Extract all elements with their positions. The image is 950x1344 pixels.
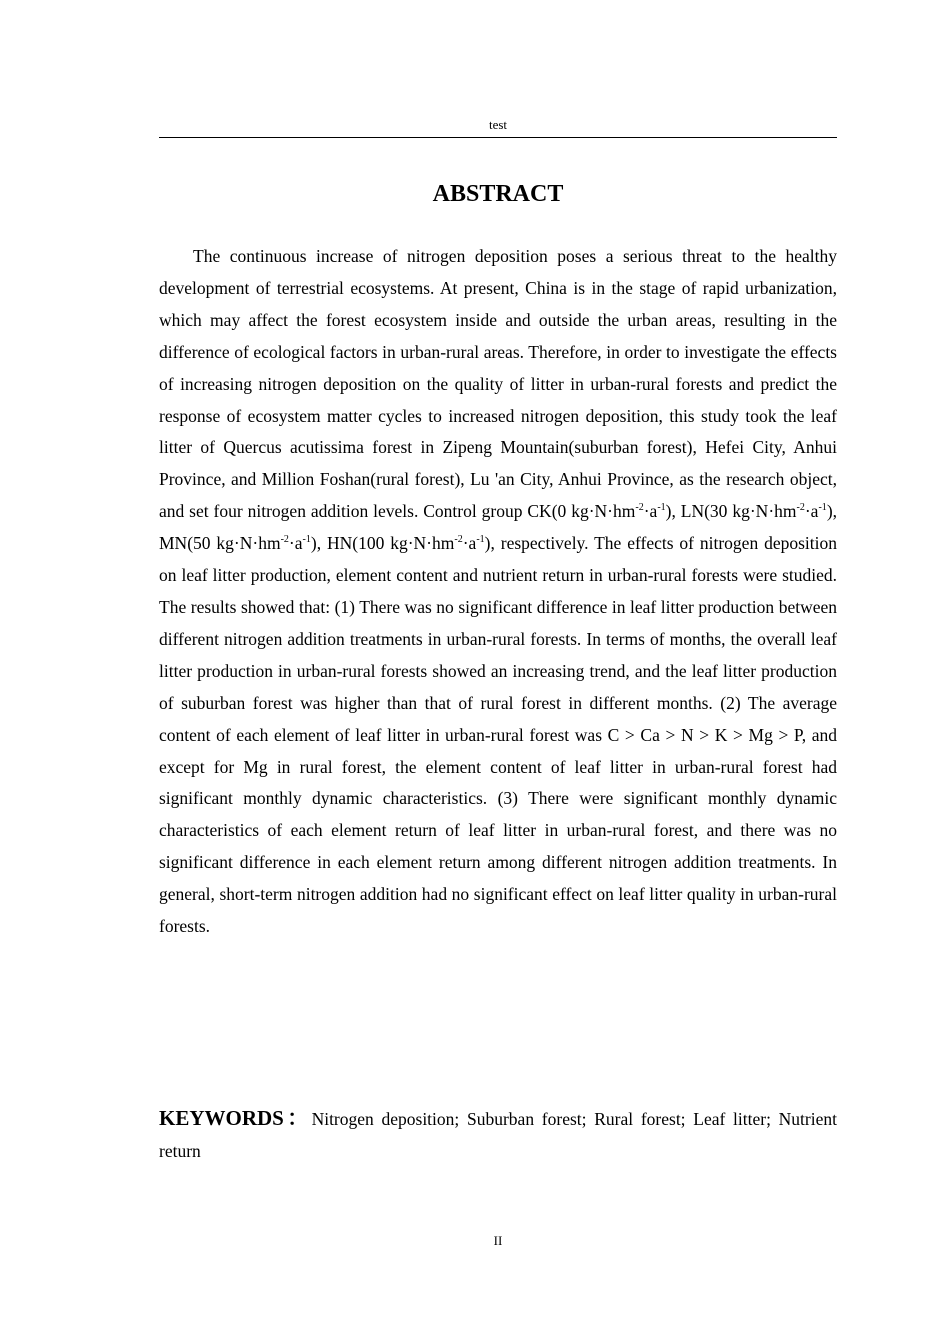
abstract-paragraph	[159, 241, 837, 943]
abstract-text-8: ·a	[462, 533, 477, 554]
running-header: test	[488, 117, 508, 132]
page-number: II	[493, 1233, 503, 1248]
superscript-3: -2	[796, 502, 805, 514]
superscript-1: -2	[635, 502, 644, 514]
abstract-text-6: ·a	[288, 533, 303, 554]
abstract-title: ABSTRACT	[432, 181, 564, 207]
keywords-block	[159, 1102, 837, 1167]
abstract-text-3: ), LN(30 kg·N·hm	[665, 501, 797, 522]
superscript-8: -1	[476, 534, 485, 546]
abstract-text-7: ), HN(100 kg·N·hm	[310, 533, 455, 554]
abstract-text-5: ), MN(50 kg·N·hm	[159, 501, 838, 554]
header-divider	[159, 137, 837, 138]
superscript-6: -1	[302, 534, 311, 546]
abstract-text-9: ), respectively. The effects of nitrogen deposition on leaf litter production, element content and nutrient return in urban-rural forests were studied. The results showed that: (1) There was no significant difference in leaf litter production between different nitrogen addition treatments in urban-rural forests. In terms of months, the overall leaf litter production in urban-rural forests showed an increasing trend, and the leaf litter production of suburban forest was higher than that of rural forest in different months. (2) The average content of each element of leaf litter in urban-rural forest was C > Ca > N > K > Mg > P, and except for Mg in rural forest, the element content of leaf litter in urban-rural forest had significant monthly dynamic characteristics. (3) There were significant monthly dynamic characteristics of each element return of leaf litter in urban-rural forest, and there was no significant difference in each element return among different nitrogen addition treatments. In general, short-term nitrogen addition had no significant effect on leaf litter quality in urban-rural forests.	[159, 533, 838, 937]
keywords-text: Nitrogen deposition; Suburban forest; Rural forest; Leaf litter; Nutrient return	[159, 1109, 837, 1161]
superscript-2: -1	[657, 502, 666, 514]
superscript-4: -1	[818, 502, 827, 514]
abstract-text-1: The continuous increase of nitrogen deposition poses a serious threat to the healthy development of terrestrial ecosystems. At present, China is in the stage of rapid urbanization, which may affect the forest ecosystem inside and outside the urban areas, resulting in the difference of ecological factors in urban-rural areas. Therefore, in order to investigate the effects of increasing nitrogen deposition on the quality of litter in urban-rural forests and predict the response of ecosystem matter cycles to increased nitrogen deposition, this study took the leaf litter of Quercus acutissima forest in Zipeng Mountain(suburban forest), Hefei City, Anhui Province, and Million Foshan(rural forest), Lu 'an City, Anhui Province, as the research object, and set four nitrogen addition levels. Control group CK(0 kg·N·hm	[159, 246, 837, 522]
superscript-7: -2	[454, 534, 463, 546]
keywords-label: KEYWORDS：	[159, 1106, 312, 1130]
superscript-5: -2	[280, 534, 289, 546]
abstract-text-4: ·a	[804, 501, 819, 522]
abstract-text-2: ·a	[643, 501, 658, 522]
